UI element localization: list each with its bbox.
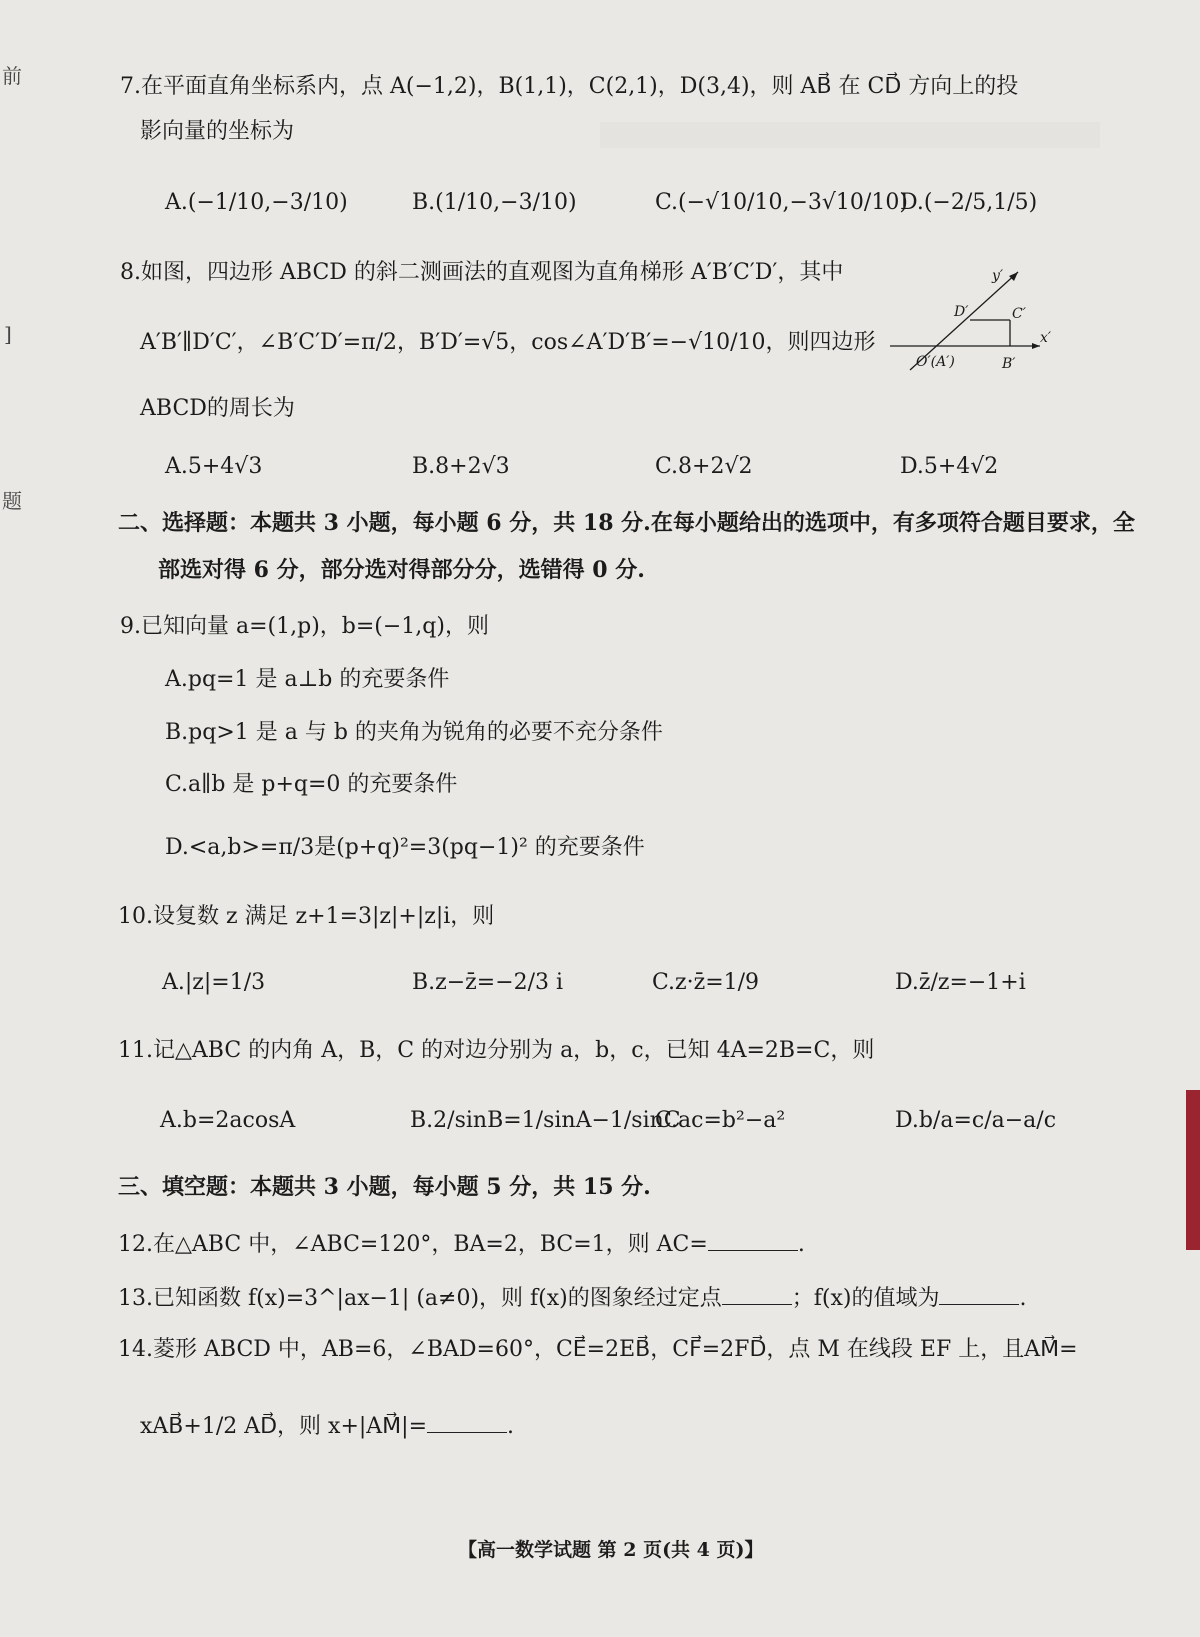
section-2-heading: 二、选择题：本题共 3 小题，每小题 6 分，共 18 分.在每小题给出的选项中，有多项符合题目要求，全	[118, 510, 1135, 536]
q14-tail: .	[507, 1414, 515, 1439]
q9-option-b: B.pq>1 是 a 与 b 的夹角为锐角的必要不充分条件	[165, 720, 663, 745]
q8-line-2: A′B′∥D′C′，∠B′C′D′=π/2，B′D′=√5，cos∠A′D′B′=−√10/10，则四边形	[140, 330, 876, 355]
edge-mark-1: 前	[2, 64, 22, 88]
q11-option-a: A.b=2acosA	[160, 1108, 296, 1133]
q7-line-2: 影向量的坐标为	[140, 119, 295, 144]
q11-option-d: D.b/a=c/a−a/c	[895, 1108, 1057, 1133]
q8-option-c: C.8+2√2	[655, 454, 753, 479]
label-y: y′	[992, 268, 1004, 284]
label-d: D′	[954, 304, 969, 320]
label-c: C′	[1012, 306, 1026, 322]
q12-tail: .	[797, 1232, 805, 1257]
q11-stem: 11.记△ABC 的内角 A，B，C 的对边分别为 a，b，c，已知 4A=2B=C，则	[118, 1038, 875, 1063]
q8-option-b: B.8+2√3	[412, 454, 510, 479]
q9-stem: 9.已知向量 a=(1,p)，b=(−1,q)，则	[120, 614, 489, 639]
q8-line-3: ABCD的周长为	[140, 396, 295, 421]
q13-tail: .	[1019, 1286, 1027, 1311]
q8-trapezoid-figure	[890, 268, 1050, 378]
q8-line-1: 8.如图，四边形 ABCD 的斜二测画法的直观图为直角梯形 A′B′C′D′，其中	[120, 260, 844, 285]
q10-option-d: D.z̄/z=−1+i	[895, 970, 1026, 995]
q7-option-c: C.(−√10/10,−3√10/10)	[655, 190, 908, 215]
q7-line-1: 7.在平面直角坐标系内，点 A(−1,2)，B(1,1)，C(2,1)，D(3,4)，则 AB⃗ 在 CD⃗ 方向上的投	[120, 74, 1019, 99]
q13-answer-blank-1[interactable]	[722, 1282, 792, 1305]
q10-stem: 10.设复数 z 满足 z+1=3|z|+|z|i，则	[118, 904, 495, 929]
q12-answer-blank[interactable]	[708, 1228, 798, 1251]
q10-option-c: C.z·z̄=1/9	[652, 970, 760, 995]
q8-option-d: D.5+4√2	[900, 454, 999, 479]
section-2-heading-cont: 部选对得 6 分，部分选对得部分分，选错得 0 分.	[158, 557, 645, 583]
q11-option-b: B.2/sinB=1/sinA−1/sinC	[410, 1108, 681, 1133]
q7-option-d: D.(−2/5,1/5)	[900, 190, 1038, 215]
q13-text-2: ；f(x)的值域为	[791, 1286, 940, 1311]
label-x: x′	[1040, 330, 1052, 346]
q8-option-a: A.5+4√3	[165, 454, 263, 479]
edge-mark-3: 题	[2, 489, 22, 513]
q12-line	[118, 1228, 805, 1260]
q12-text: 12.在△ABC 中，∠ABC=120°，BA=2，BC=1，则 AC=	[118, 1232, 708, 1257]
x-axis-arrow	[1032, 343, 1040, 349]
q14-answer-blank[interactable]	[427, 1410, 507, 1433]
label-o: O′(A′)	[916, 354, 955, 370]
q10-option-b: B.z−z̄=−2/3 i	[412, 970, 564, 995]
q14-line-1: 14.菱形 ABCD 中，AB=6，∠BAD=60°，CE⃗=2EB⃗，CF⃗=2FD⃗，点 M 在线段 EF 上，且AM⃗=	[118, 1337, 1078, 1362]
q14-text: xAB⃗+1/2 AD⃗，则 x+|AM⃗|=	[140, 1414, 428, 1439]
q11-option-c: C.ac=b²−a²	[655, 1108, 786, 1133]
q13-text-1: 13.已知函数 f(x)=3^|ax−1| (a≠0)，则 f(x)的图象经过定点	[118, 1286, 722, 1311]
binding-strip	[1186, 1090, 1200, 1250]
q10-option-a: A.|z|=1/3	[162, 970, 266, 995]
page-footer: 【高一数学试题 第 2 页(共 4 页)】	[458, 1539, 764, 1561]
q14-line-2	[140, 1410, 514, 1442]
q13-line	[118, 1282, 1026, 1314]
q9-option-c: C.a∥b 是 p+q=0 的充要条件	[165, 772, 458, 797]
label-b: B′	[1002, 356, 1016, 372]
q13-answer-blank-2[interactable]	[939, 1282, 1019, 1305]
edge-mark-2: ]	[4, 322, 12, 346]
show-through-shading	[600, 122, 1100, 148]
q9-option-a: A.pq=1 是 a⊥b 的充要条件	[165, 667, 450, 692]
q7-option-b: B.(1/10,−3/10)	[412, 190, 577, 215]
q9-option-d: D.<a,b>=π/3是(p+q)²=3(pq−1)² 的充要条件	[165, 835, 645, 860]
section-3-heading: 三、填空题：本题共 3 小题，每小题 5 分，共 15 分.	[118, 1174, 651, 1200]
q7-option-a: A.(−1/10,−3/10)	[165, 190, 348, 215]
